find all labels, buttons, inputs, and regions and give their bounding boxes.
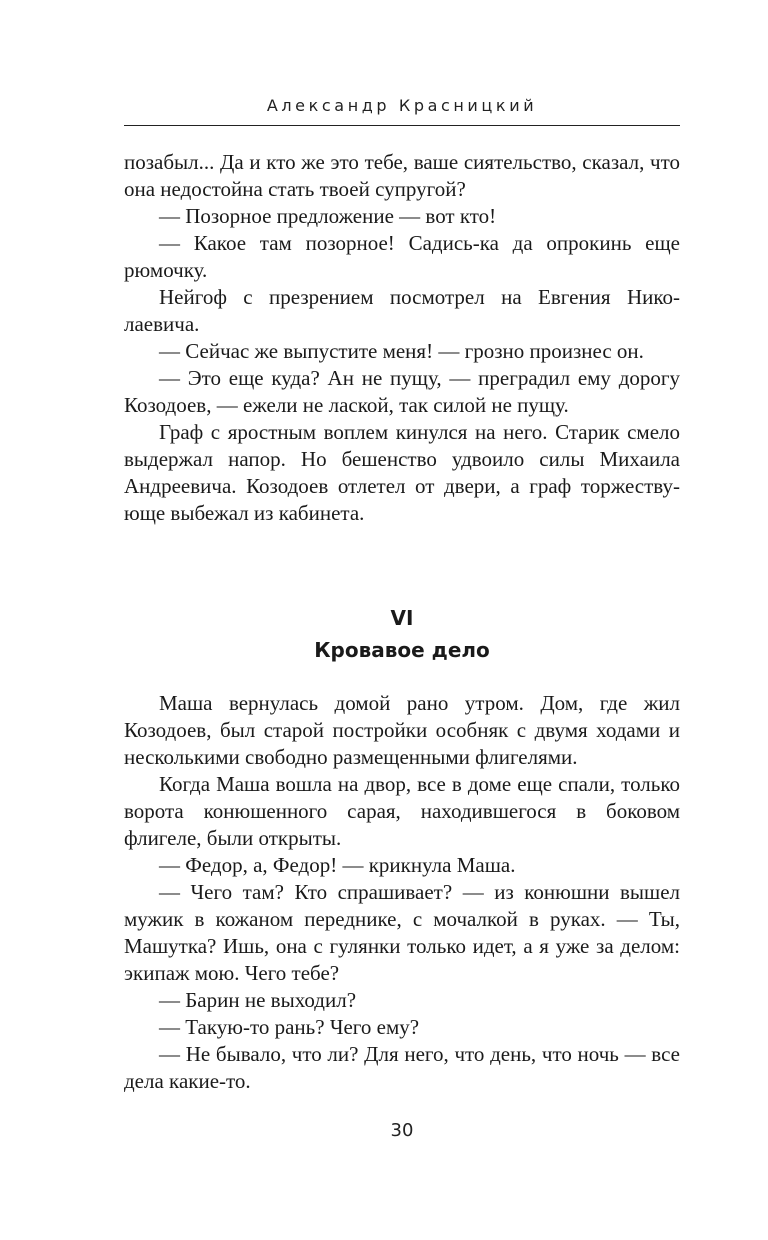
paragraph: — Это еще куда? Ан не пущу, — преградил ему дорогу Козодоев, — ежели не лаской, так силой не пущу. [124, 366, 680, 417]
paragraph: — Барин не выходил? [159, 988, 357, 1012]
paragraph: — Не бывало, что ли? Для него, что день, что ночь — все дела какие-то. [124, 1042, 680, 1093]
paragraph: позабыл... Да и кто же это тебе, ваше сиятельство, сказал, что она недостойна стать твоей супругой? [124, 150, 680, 201]
paragraph: — Какое там позорное! Садись-ка да опрокинь еще рюмочку. [124, 231, 680, 282]
text-block-top [124, 149, 680, 527]
paragraph: Нейгоф с презрением посмотрел на Евгения Николаевича. [124, 285, 680, 336]
page-number: 30 [390, 1120, 414, 1141]
running-head-author: Александр Красницкий [266, 96, 538, 115]
paragraph: — Позорное предложение — вот кто! [159, 204, 497, 228]
paragraph: — Сейчас же выпустите меня! — грозно произнес он. [159, 339, 644, 363]
paragraph: — Такую-то рань? Чего ему? [159, 1015, 420, 1039]
paragraph: — Федор, а, Федор! — крикнула Маша. [159, 853, 516, 877]
paragraph: Граф с яростным воплем кинулся на него. Старик смело выдержал напор. Но бешенство удвоило силы Михаила Андреевича. Козодоев отлетел от двери, а граф торжествующе выбежал из кабинета. [124, 420, 680, 525]
header-rule [124, 125, 680, 126]
text-block-bottom [124, 690, 680, 1095]
paragraph: Когда Маша вошла на двор, все в доме еще спали, только ворота конюшенного сарая, находившегося в боковом флигеле, были открыты. [124, 772, 680, 850]
chapter-number: VI [390, 606, 414, 630]
paragraph: Маша вернулась домой рано утром. Дом, где жил Козодоев, был старой постройки особняк с двумя ходами и несколькими свободно размещенными флигелями. [124, 691, 680, 769]
chapter-title: Кровавое дело [314, 638, 490, 662]
paragraph: — Чего там? Кто спрашивает? — из конюшни вышел мужик в кожаном переднике, с мочалкой в руках. — Ты, Машутка? Ишь, она с гулянки только идет, а я уже за делом: экипаж мою. Чего тебе? [124, 880, 680, 985]
